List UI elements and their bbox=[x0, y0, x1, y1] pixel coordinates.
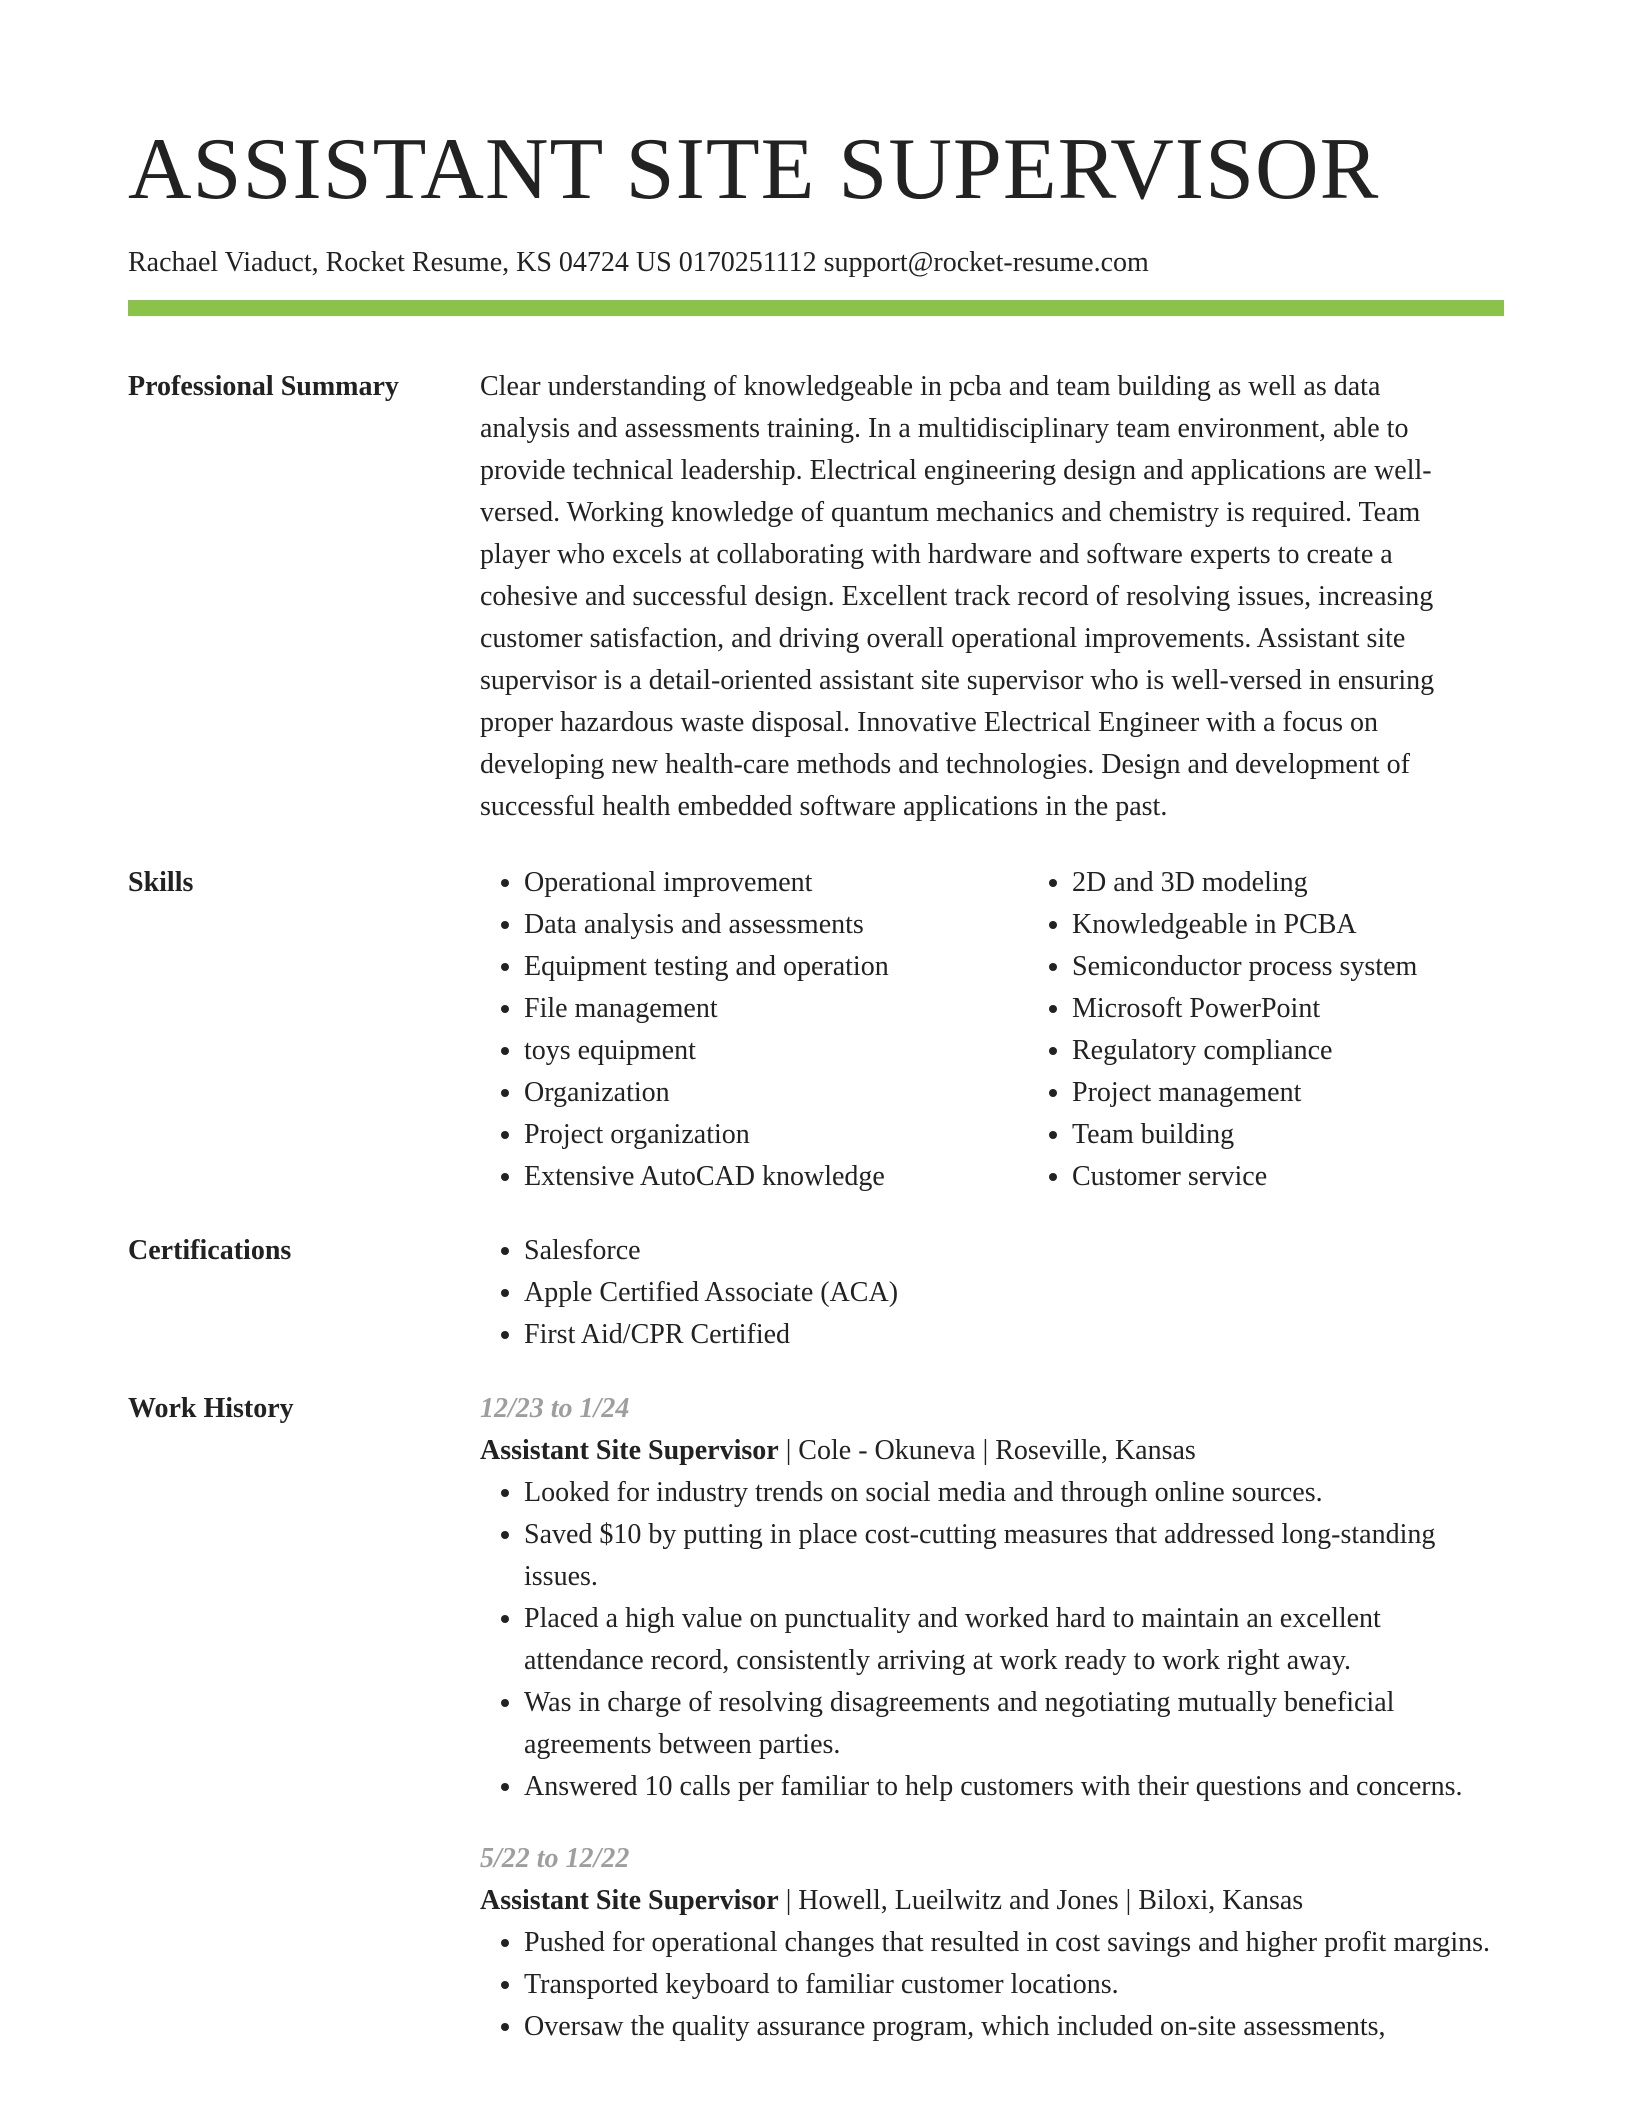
job-bullet: • Saved $10 by putting in place cost-cutting measures that addressed long-standing issues. bbox=[524, 1514, 1504, 1598]
section-label-certifications: Certifications bbox=[128, 1235, 292, 1266]
certifications-list bbox=[480, 1230, 1504, 1356]
header-divider bbox=[128, 300, 1504, 316]
skill-item: • Customer service bbox=[1072, 1156, 1576, 1198]
certification-item: • Salesforce bbox=[524, 1230, 1504, 1272]
job-bullet: • Answered 10 calls per familiar to help customers with their questions and concerns. bbox=[524, 1766, 1504, 1808]
skill-item: • Extensive AutoCAD knowledge bbox=[524, 1156, 1028, 1198]
job-title: Assistant Site Supervisor bbox=[480, 1885, 779, 1916]
job-responsibilities bbox=[480, 1922, 1504, 2048]
job-employer-location: | Howell, Lueilwitz and Jones | Biloxi, Kansas bbox=[778, 1885, 1304, 1916]
skill-item: • Project management bbox=[1072, 1072, 1576, 1114]
skill-item: • Operational improvement bbox=[524, 862, 1028, 904]
skill-item: • 2D and 3D modeling bbox=[1072, 862, 1576, 904]
job-bullet: • Placed a high value on punctuality and worked hard to maintain an excellent attendance record, consistently arriving at work ready to work right away. bbox=[524, 1598, 1504, 1682]
skills-list-left bbox=[480, 862, 1028, 1198]
skill-item: • Semiconductor process system bbox=[1072, 946, 1576, 988]
job-entry bbox=[480, 1838, 1504, 2048]
resume-title: ASSISTANT SITE SUPERVISOR bbox=[128, 121, 1380, 218]
section-label-summary: Professional Summary bbox=[128, 371, 399, 402]
section-label-work-history: Work History bbox=[128, 1393, 294, 1424]
job-entry bbox=[480, 1388, 1504, 1808]
skill-item: • File management bbox=[524, 988, 1028, 1030]
job-dates: 5/22 to 12/22 bbox=[480, 1843, 630, 1874]
skills-list-right bbox=[1028, 862, 1576, 1198]
certification-item: • Apple Certified Associate (ACA) bbox=[524, 1272, 1504, 1314]
skill-item: • Team building bbox=[1072, 1114, 1576, 1156]
skill-item: • Regulatory compliance bbox=[1072, 1030, 1576, 1072]
resume-page bbox=[128, 0, 1504, 2048]
professional-summary-section bbox=[128, 366, 1504, 828]
skill-item: • Organization bbox=[524, 1072, 1028, 1114]
skill-item: • Microsoft PowerPoint bbox=[1072, 988, 1576, 1030]
skills-section bbox=[128, 862, 1504, 1198]
job-bullet: • Transported keyboard to familiar customer locations. bbox=[524, 1964, 1504, 2006]
job-employer-location: | Cole - Okuneva | Roseville, Kansas bbox=[778, 1435, 1196, 1466]
certifications-section bbox=[128, 1230, 1504, 1356]
skill-item: • Knowledgeable in PCBA bbox=[1072, 904, 1576, 946]
certification-item: • First Aid/CPR Certified bbox=[524, 1314, 1504, 1356]
skill-item: • Equipment testing and operation bbox=[524, 946, 1028, 988]
skill-item: • Project organization bbox=[524, 1114, 1028, 1156]
job-title: Assistant Site Supervisor bbox=[480, 1435, 779, 1466]
job-responsibilities bbox=[480, 1472, 1504, 1808]
summary-text: Clear understanding of knowledgeable in pcba and team building as well as data analysis and assessments training. In a multidisciplinary team environment, able to provide technical leadership. Electrical engineering design and applications are well-versed. Working knowledge of quantum mechanics and chemistry is required. Team player who excels at collaborating with hardware and software experts to create a cohesive and successful design. Excellent track record of resolving issues, increasing customer satisfaction, and driving overall operational improvements. Assistant site supervisor is a detail-oriented assistant site supervisor who is well-versed in ensuring proper hazardous waste disposal. Innovative Electrical Engineer with a focus on developing new health-care methods and technologies. Design and development of successful health embedded software applications in the past. bbox=[480, 371, 1435, 822]
skill-item: • Data analysis and assessments bbox=[524, 904, 1028, 946]
job-bullet: • Pushed for operational changes that resulted in cost savings and higher profit margins. bbox=[524, 1922, 1504, 1964]
job-bullet: • Was in charge of resolving disagreements and negotiating mutually beneficial agreements between parties. bbox=[524, 1682, 1504, 1766]
section-label-skills: Skills bbox=[128, 867, 194, 898]
job-dates: 12/23 to 1/24 bbox=[480, 1393, 630, 1424]
job-bullet: • Oversaw the quality assurance program, which included on-site assessments, bbox=[524, 2006, 1504, 2048]
job-heading bbox=[480, 1880, 1504, 1922]
skill-item: • toys equipment bbox=[524, 1030, 1028, 1072]
work-history-section bbox=[128, 1388, 1504, 2048]
job-heading bbox=[480, 1430, 1504, 1472]
job-bullet: • Looked for industry trends on social media and through online sources. bbox=[524, 1472, 1504, 1514]
contact-info: Rachael Viaduct, Rocket Resume, KS 04724 US 0170251112 support@rocket-resume.com bbox=[128, 247, 1149, 278]
